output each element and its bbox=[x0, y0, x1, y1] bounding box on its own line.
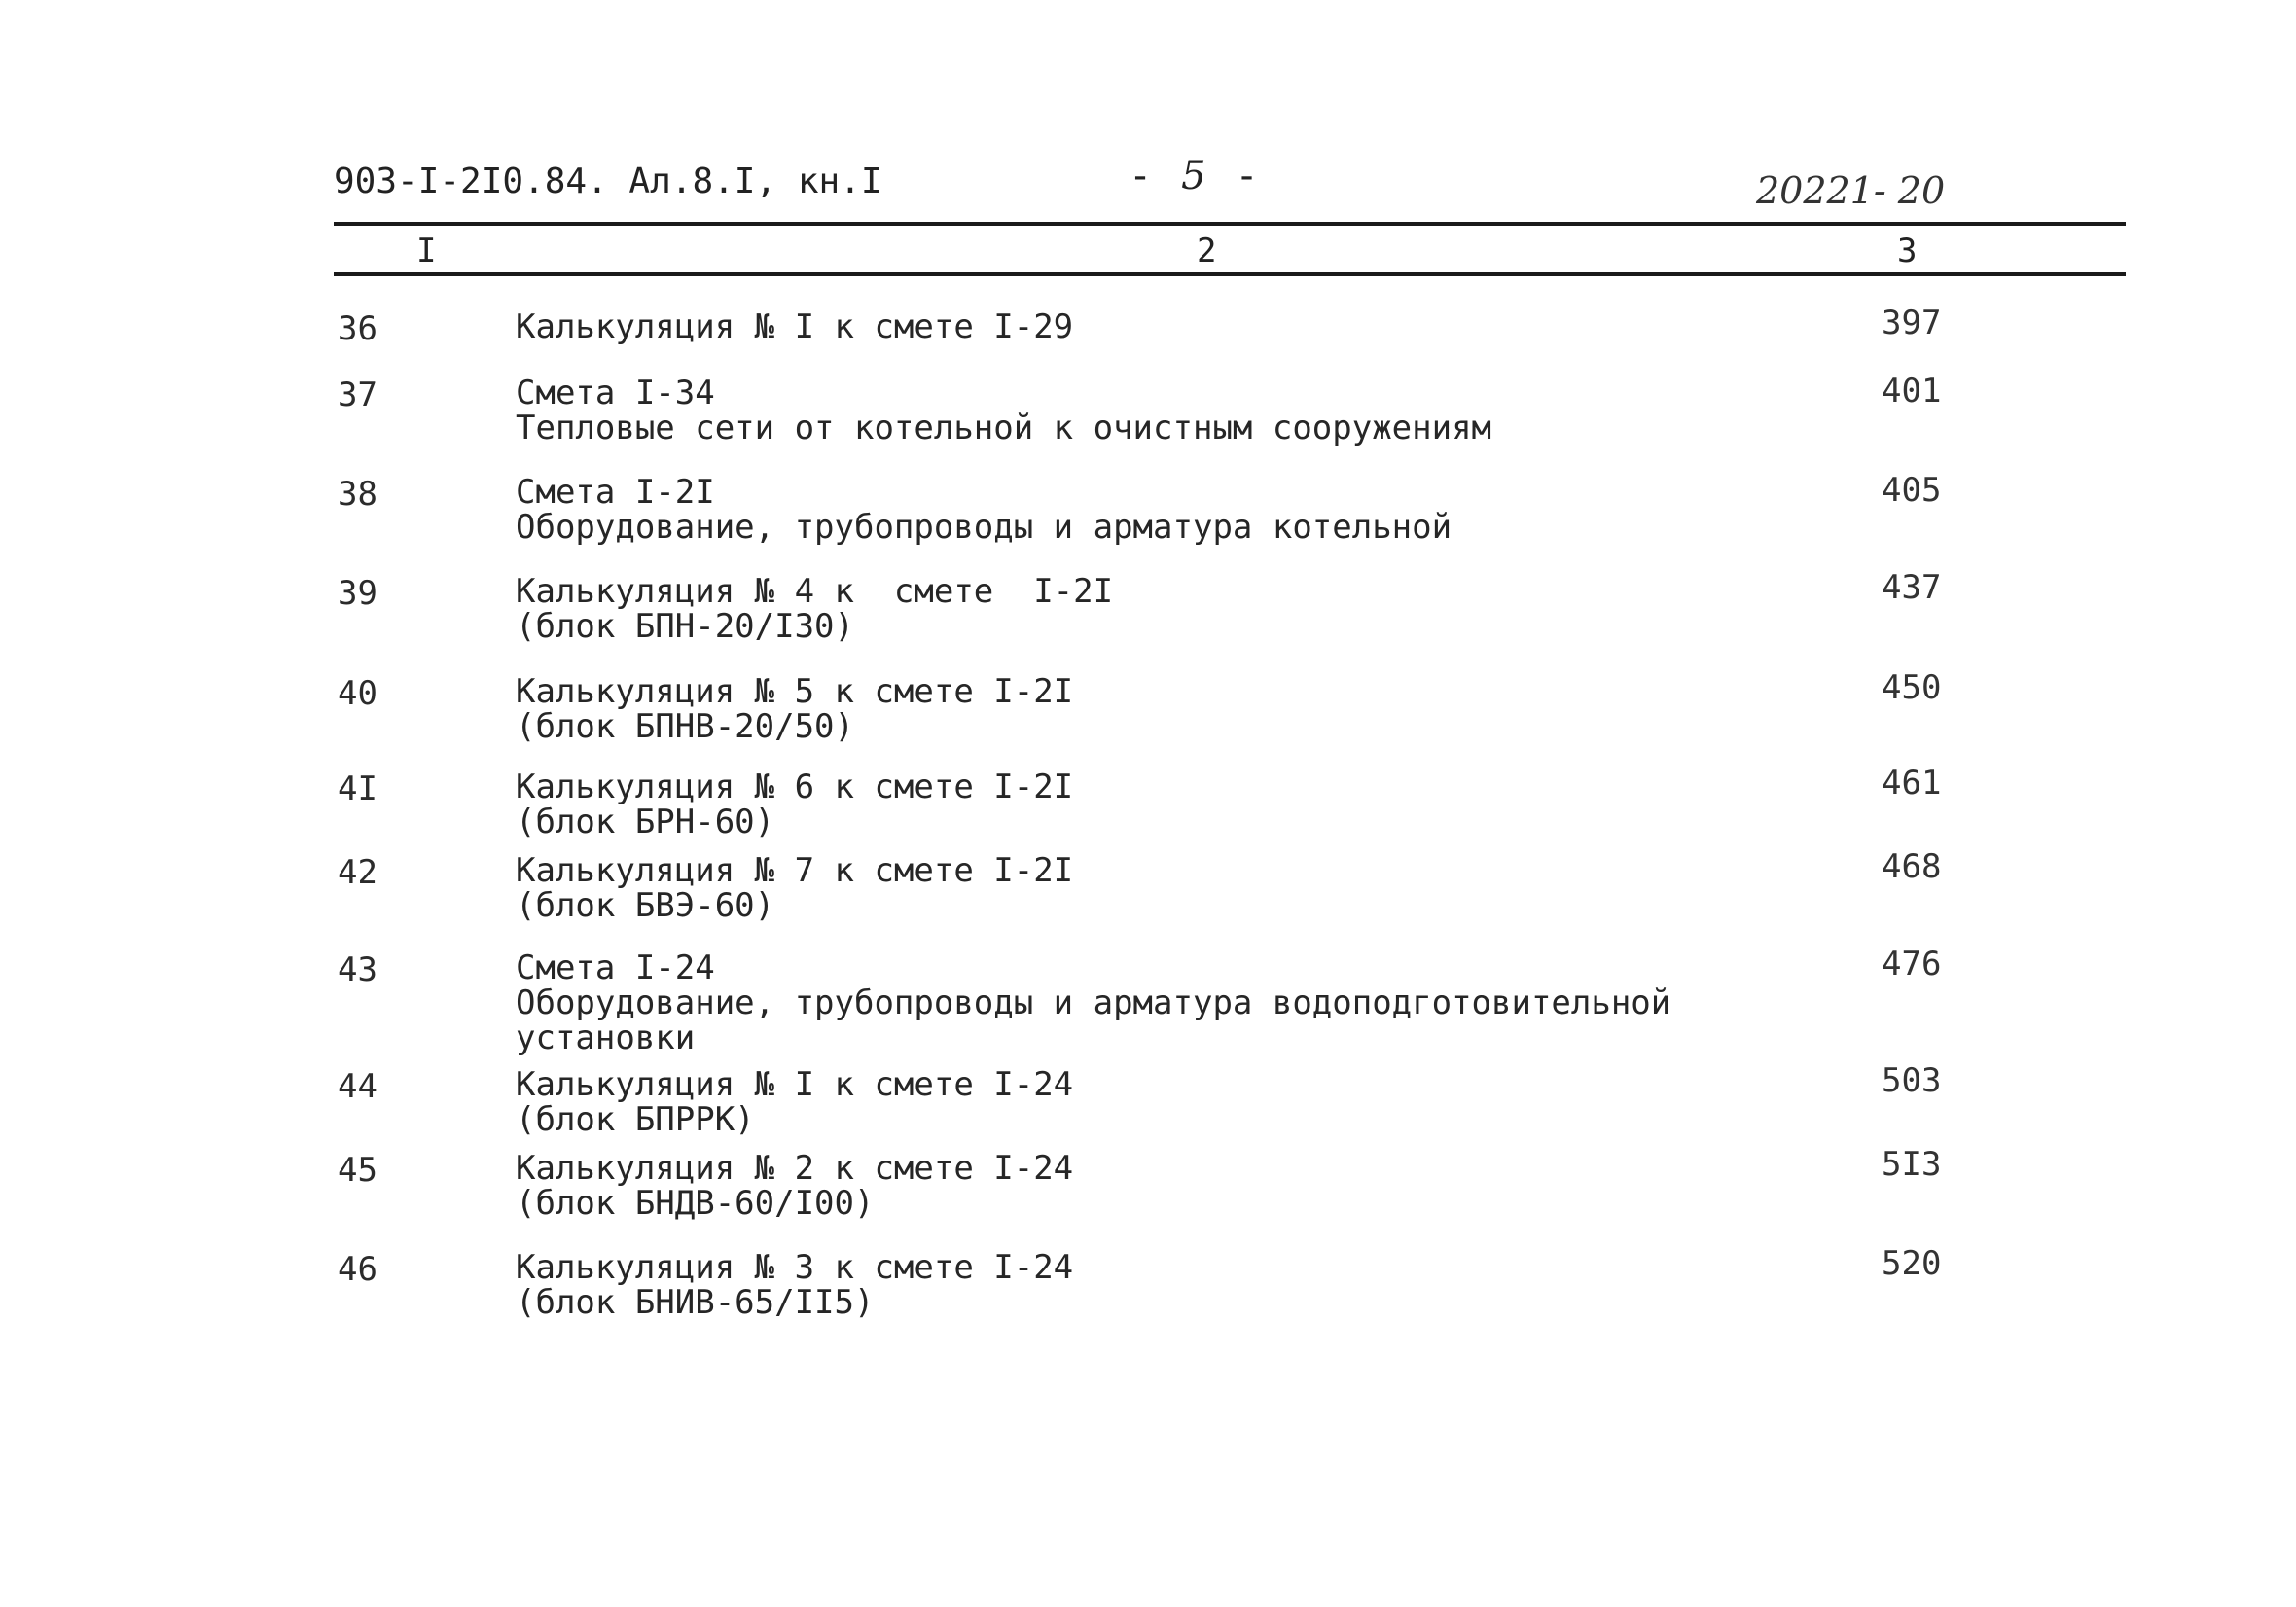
row-number: 46 bbox=[338, 1250, 377, 1289]
description-line: Калькуляция № 6 к смете I-2I bbox=[516, 768, 1074, 806]
description-line: (блок БВЭ-60) bbox=[516, 886, 775, 925]
table-bottom-rule bbox=[334, 272, 2126, 276]
row-page: 520 bbox=[1882, 1244, 1942, 1283]
row-number: 36 bbox=[338, 309, 377, 348]
description-line: Смета I-34 bbox=[516, 374, 715, 412]
row-number: 37 bbox=[338, 375, 377, 414]
row-page: 503 bbox=[1882, 1061, 1942, 1100]
description-line: Калькуляция № I к смете I-29 bbox=[516, 307, 1074, 346]
description-line: Смета I-24 bbox=[516, 948, 715, 987]
description-line: Оборудование, трубопроводы и арматура водоподготовительной bbox=[516, 983, 1671, 1022]
description-line: Калькуляция № 3 к смете I-24 bbox=[516, 1248, 1074, 1287]
row-page: 405 bbox=[1882, 471, 1942, 510]
description-line: (блок БПН-20/I30) bbox=[516, 607, 854, 646]
row-description bbox=[516, 1151, 1073, 1221]
description-line: (блок БНДВ-60/I00) bbox=[516, 1184, 875, 1223]
row-page: 476 bbox=[1882, 945, 1942, 983]
row-description bbox=[516, 1067, 1073, 1137]
description-line: Калькуляция № 7 к смете I-2I bbox=[516, 851, 1074, 890]
description-line: Калькуляция № 2 к смете I-24 bbox=[516, 1149, 1074, 1188]
row-number: 42 bbox=[338, 853, 377, 892]
row-page: 468 bbox=[1882, 847, 1942, 886]
row-number: 38 bbox=[338, 475, 377, 514]
page-number: 5 bbox=[1181, 154, 1206, 198]
column-header-2: 2 bbox=[1197, 232, 1217, 270]
description-line: (блок БПРРК) bbox=[516, 1100, 755, 1139]
row-page: 461 bbox=[1882, 764, 1942, 803]
row-page: 450 bbox=[1882, 668, 1942, 707]
row-description bbox=[516, 475, 1452, 545]
row-page: 397 bbox=[1882, 304, 1942, 342]
page-dash-right: - bbox=[1235, 154, 1259, 198]
row-number: 4I bbox=[338, 769, 377, 808]
row-page: 5I3 bbox=[1882, 1145, 1942, 1184]
row-description bbox=[516, 769, 1073, 839]
document-reference: 20221- 20 bbox=[1756, 169, 1946, 212]
description-line: установки bbox=[516, 1018, 696, 1057]
document-code: 903-I-2I0.84. Ал.8.I, кн.I bbox=[334, 161, 882, 201]
column-header-1: I bbox=[416, 232, 437, 270]
description-line: Тепловые сети от котельной к очистным сооружениям bbox=[516, 409, 1492, 447]
page-number-header bbox=[1129, 154, 1259, 198]
row-description bbox=[516, 574, 1113, 644]
row-description bbox=[516, 950, 1670, 1055]
description-line: (блок БПНВ-20/50) bbox=[516, 707, 854, 746]
description-line: Калькуляция № I к смете I-24 bbox=[516, 1065, 1074, 1104]
row-description bbox=[516, 674, 1073, 744]
description-line: (блок БНИВ-65/II5) bbox=[516, 1283, 875, 1322]
row-description bbox=[516, 375, 1491, 446]
description-line: Смета I-2I bbox=[516, 473, 715, 512]
row-page: 401 bbox=[1882, 372, 1942, 411]
row-number: 44 bbox=[338, 1067, 377, 1106]
row-number: 45 bbox=[338, 1151, 377, 1190]
row-description bbox=[516, 853, 1073, 923]
description-line: Калькуляция № 5 к смете I-2I bbox=[516, 672, 1074, 711]
description-line: Калькуляция № 4 к смете I-2I bbox=[516, 572, 1114, 611]
page-dash-left: - bbox=[1129, 154, 1153, 198]
table-top-rule bbox=[334, 222, 2126, 226]
description-line: Оборудование, трубопроводы и арматура котельной bbox=[516, 508, 1453, 547]
row-number: 39 bbox=[338, 574, 377, 613]
row-number: 40 bbox=[338, 674, 377, 713]
row-number: 43 bbox=[338, 950, 377, 989]
row-page: 437 bbox=[1882, 568, 1942, 607]
description-line: (блок БРН-60) bbox=[516, 803, 775, 841]
row-description bbox=[516, 1250, 1073, 1320]
row-description bbox=[516, 309, 1073, 344]
column-header-3: 3 bbox=[1897, 232, 1918, 270]
